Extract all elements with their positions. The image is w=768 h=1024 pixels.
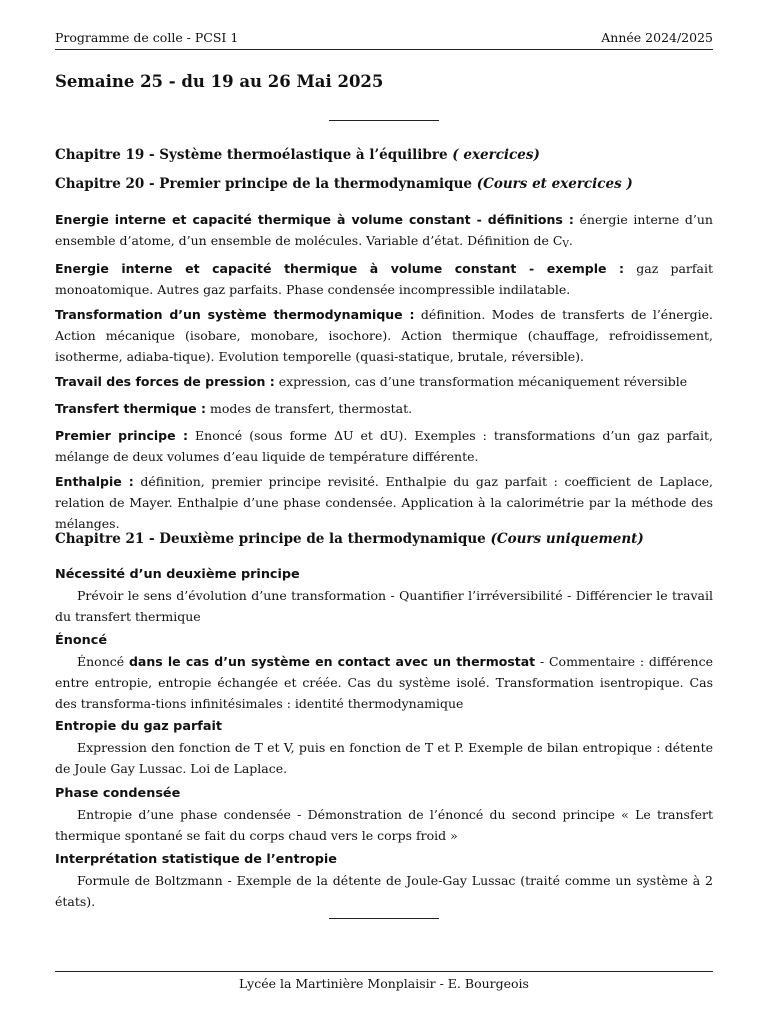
item-key: Transfert thermique : <box>55 401 207 416</box>
statement-prefix: Énoncé <box>77 654 129 669</box>
ch21-text-condensed: Entropie d’une phase condensée - Démonstration de l’énoncé du second principe « Le transfert thermique spontané se fait du corps chaud vers le corps froid » <box>55 807 713 843</box>
ch20-item-internal-energy-example <box>55 258 713 300</box>
divider-bottom <box>329 918 439 919</box>
item-key: Travail des forces de pression : <box>55 374 275 389</box>
chapter-19-label: Chapitre 19 - Système thermoélastique à l’équilibre <box>55 147 448 163</box>
ch20-item-first-law <box>55 425 713 467</box>
divider-top <box>329 120 439 121</box>
item-text: énergie interne d’un ensemble d’atome, d’un ensemble de molécules. Variable d’état. Définition de C <box>55 212 713 248</box>
chapter-20-title <box>55 176 633 192</box>
chapter-20-note: (Cours et exercices ) <box>476 176 633 192</box>
ch21-heading-condensed: Phase condensée <box>55 786 181 801</box>
item-key: Transformation d’un système thermodynamique : <box>55 307 415 322</box>
item-key: Premier principe : <box>55 428 188 443</box>
item-text: gaz parfait monoatomique. Autres gaz parfaits. Phase condensée incompressible indilatable. <box>55 261 713 297</box>
statement-text: - Commentaire : différence entre entropie, entropie échangée et créée. Cas du système isolé. Transformation isentropique. Cas des transforma-tions infinitésimales : identité thermodynamique <box>55 654 713 711</box>
chapter-21-title <box>55 531 644 547</box>
item-key: Energie interne et capacité thermique à volume constant - exemple : <box>55 261 625 276</box>
week-title: Semaine 25 - du 19 au 26 Mai 2025 <box>55 72 384 91</box>
item-text: modes de transfert, thermostat. <box>206 401 413 416</box>
ch21-text-need: Prévoir le sens d’évolution d’une transformation - Quantifier l’irréversibilité - Différencier le travail du transfert thermique <box>55 588 713 624</box>
chapter-21-note: (Cours uniquement) <box>490 531 644 547</box>
ch21-text-statement <box>55 651 713 714</box>
item-key: Energie interne et capacité thermique à volume constant - définitions : <box>55 212 574 227</box>
ch21-heading-ideal-gas: Entropie du gaz parfait <box>55 719 222 734</box>
chapter-19-title <box>55 147 540 163</box>
ch20-item-heat-transfer <box>55 398 713 419</box>
page-header <box>55 30 713 50</box>
item-text: expression, cas d’une transformation mécaniquement réversible <box>274 374 688 389</box>
chapter-19-note: ( exercices) <box>452 147 540 163</box>
ch21-text-ideal-gas: Expression den fonction de T et V, puis en fonction de T et P. Exemple de bilan entropique : détente de Joule Gay Lussac. Loi de Laplace. <box>55 740 713 776</box>
ch21-heading-statement: Énoncé <box>55 633 108 648</box>
ch21-heading-statistics: Interprétation statistique de l’entropie <box>55 852 337 867</box>
header-year: Année 2024/2025 <box>601 30 713 45</box>
item-text: définition, premier principe revisité. Enthalpie du gaz parfait : coefficient de Laplace, relation de Mayer. Enthalpie d’une phase condensée. Application à la calorimétrie par la méthode des mélanges. <box>55 474 713 531</box>
statement-key: dans le cas d’un système en contact avec un thermostat <box>128 654 536 669</box>
ch20-item-transformation <box>55 304 713 367</box>
ch21-heading-need: Nécessité d’un deuxième principe <box>55 567 300 582</box>
header-course: Programme de colle - PCSI 1 <box>55 30 239 45</box>
item-text: définition. Modes de transferts de l’énergie. Action mécanique (isobare, monobare, isochore). Action thermique (chauffage, refroidissement, isotherme, adiaba-tique). Evolution temporelle (quasi-statique, brutale, réversible). <box>55 307 713 364</box>
item-text: Enoncé (sous forme ΔU et dU). Exemples : transformations d’un gaz parfait, mélange de deux volumes d’eau liquide de température différente. <box>55 428 713 464</box>
item-tail: . <box>568 233 573 248</box>
ch20-item-internal-energy-definitions <box>55 209 713 256</box>
chapter-20-label: Chapitre 20 - Premier principe de la thermodynamique <box>55 176 472 192</box>
ch20-item-enthalpy <box>55 471 713 534</box>
ch20-item-pressure-work <box>55 371 713 392</box>
footer-rule <box>55 971 713 972</box>
chapter-21-label: Chapitre 21 - Deuxième principe de la thermodynamique <box>55 531 486 547</box>
item-key: Enthalpie : <box>55 474 134 489</box>
item-subscript: V <box>562 240 569 250</box>
page-footer: Lycée la Martinière Monplaisir - E. Bourgeois <box>239 976 529 991</box>
ch21-text-statistics: Formule de Boltzmann - Exemple de la détente de Joule-Gay Lussac (traité comme un système à 2 états). <box>55 873 713 909</box>
